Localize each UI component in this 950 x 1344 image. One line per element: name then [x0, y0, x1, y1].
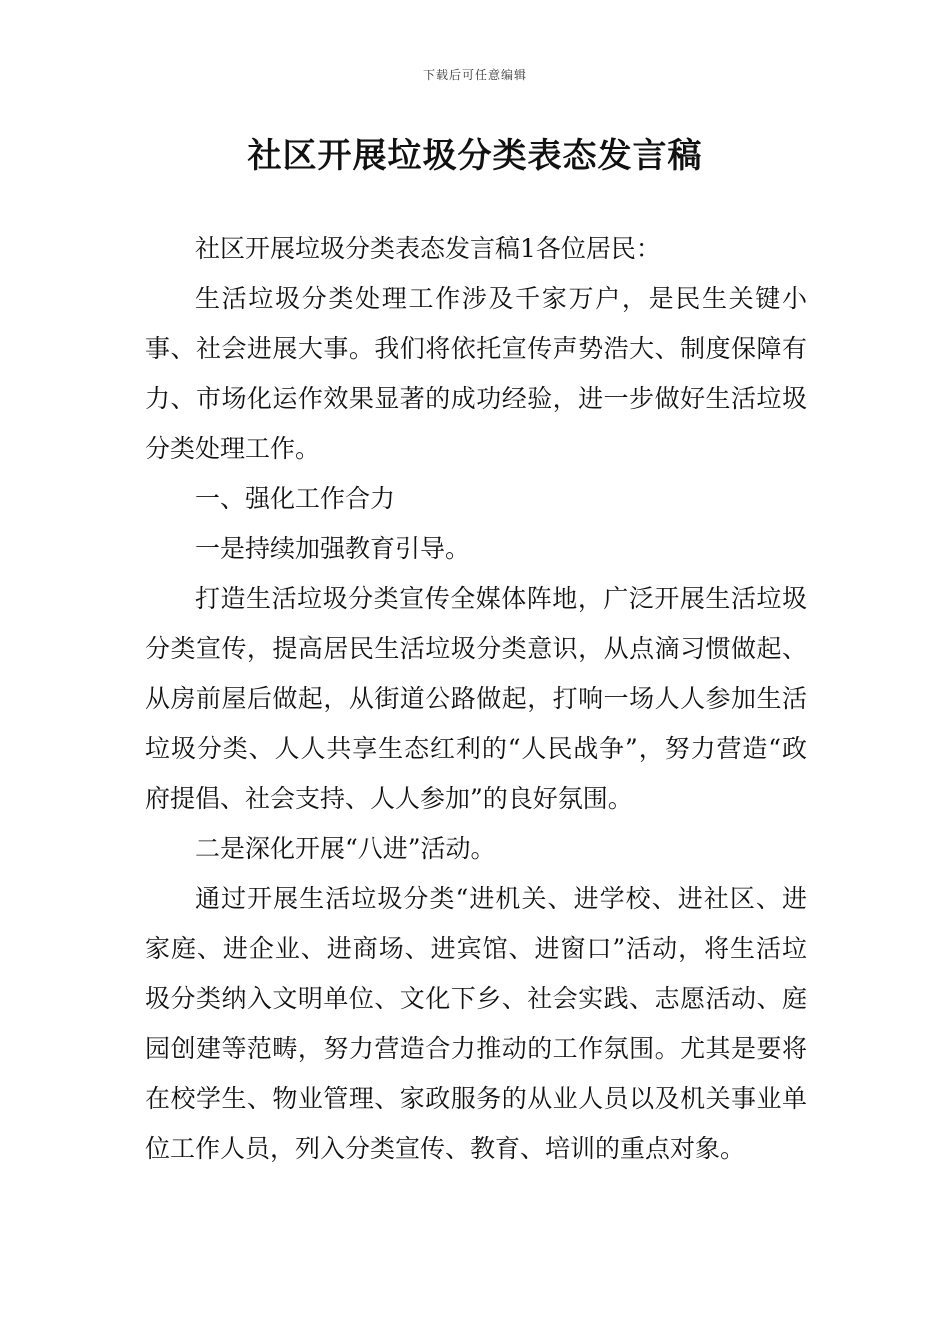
- paragraph: 通过开展生活垃圾分类“进机关、进学校、进社区、进家庭、进企业、进商场、进宾馆、进窗口”活动，将生活垃圾分类纳入文明单位、文化下乡、社会实践、志愿活动、庭园创建等范畴，努力营造合力推动的工作氛围。尤其是要将在校学生、物业管理、家政服务的从业人员以及机关事业单位工作人员，列入分类宣传、教育、培训的重点对象。: [145, 884, 807, 1163]
- document-title: 社区开展垃圾分类表态发言稿: [247, 136, 703, 176]
- subsection-heading: 一是持续加强教育引导。: [195, 534, 471, 563]
- header-note: 下载后可任意编辑: [422, 68, 527, 82]
- document-body: [145, 224, 807, 1174]
- paragraph-greeting: 社区开展垃圾分类表态发言稿1各位居民：: [195, 234, 661, 263]
- subsection-heading: 二是深化开展“八进”活动。: [195, 834, 496, 863]
- section-heading: 一、强化工作合力: [195, 484, 396, 513]
- paragraph: 打造生活垃圾分类宣传全媒体阵地，广泛开展生活垃圾分类宣传，提高居民生活垃圾分类意识，从点滴习惯做起、从房前屋后做起，从街道公路做起，打响一场人人参加生活垃圾分类、人人共享生态红利的“人民战争”，努力营造“政府提倡、社会支持、人人参加”的良好氛围。: [145, 584, 807, 813]
- paragraph-intro: 生活垃圾分类处理工作涉及千家万户，是民生关键小事、社会进展大事。我们将依托宣传声势浩大、制度保障有力、市场化运作效果显著的成功经验，进一步做好生活垃圾分类处理工作。: [145, 284, 807, 463]
